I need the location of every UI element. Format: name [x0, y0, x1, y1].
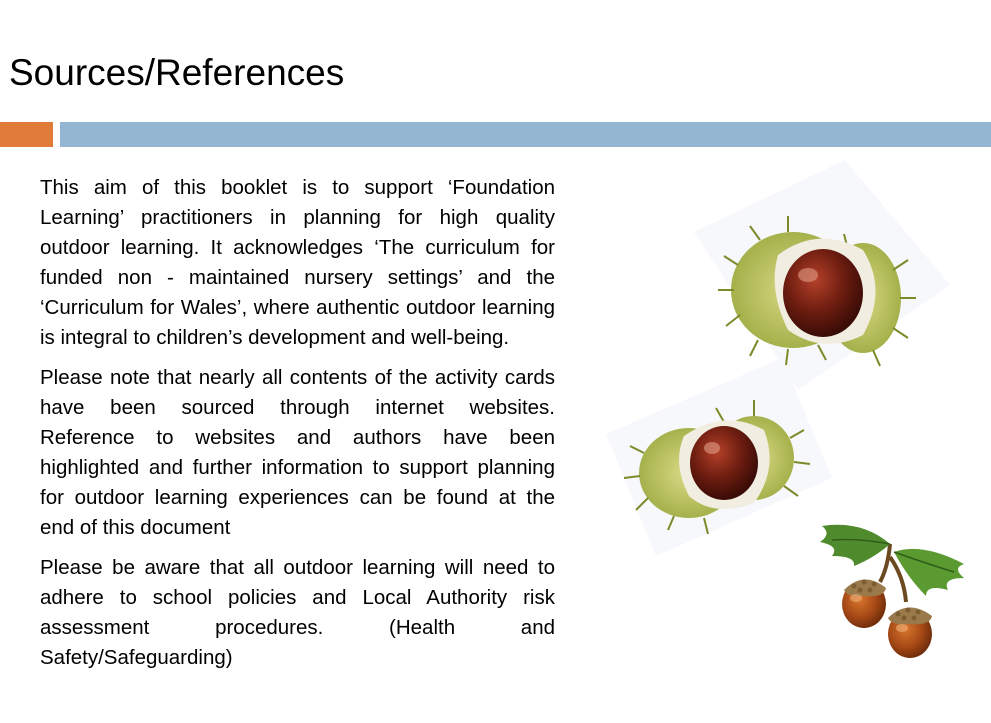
accent-bar-blue — [60, 122, 991, 147]
acorns-with-oak-leaves-icon — [792, 512, 977, 677]
body-text — [40, 173, 555, 683]
paragraph-aim: This aim of this booklet is to support ‘Foundation Learning’ practitioners in planning for high quality outdoor learning. It acknowledges ‘The curriculum for funded non - maintained nursery settings’ and the ‘Curriculum for Wales’, where authentic outdoor learning is integral to children’s development and well-being. — [40, 176, 555, 349]
paragraph-sources: Please note that nearly all contents of the activity cards have been sourced through internet websites. Reference to websites and authors have been highlighted and further information to support planning for outdoor learning experiences can be found at the end of this document — [40, 366, 555, 539]
accent-bar-orange — [0, 122, 53, 147]
page-title: Sources/References — [9, 52, 345, 93]
paragraph-safety: Please be aware that all outdoor learning will need to adhere to school policies and Local Authority risk assessment procedures. (Health and Safety/Safeguarding) — [40, 556, 555, 669]
